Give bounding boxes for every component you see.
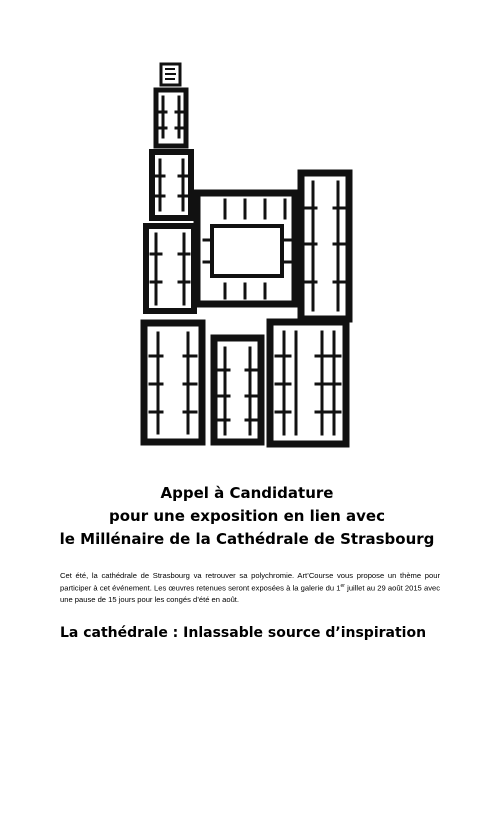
title-line-1: Appel à Candidature xyxy=(160,484,334,502)
intro-paragraph xyxy=(60,570,440,605)
section-subtitle: La cathédrale : Inlassable source d’inspiration xyxy=(60,625,427,641)
intro-text-part-2: juillet au 29 août 2015 avec une pause de 15 jours pour les congés d’été en août. xyxy=(60,583,441,604)
intro-text-part-1: Cet été, la cathédrale de Strasbourg va retrouver sa polychromie. Art’Course vous propose un thème pour participer à cet événement. Les œuvres retenues seront exposées à la galerie du 1 xyxy=(60,571,440,593)
title-line-3: le Millénaire de la Cathédrale de Strasbourg xyxy=(59,530,435,548)
title-line-2: pour une exposition en lien avec xyxy=(109,507,385,525)
intro-superscript: er xyxy=(340,583,345,589)
